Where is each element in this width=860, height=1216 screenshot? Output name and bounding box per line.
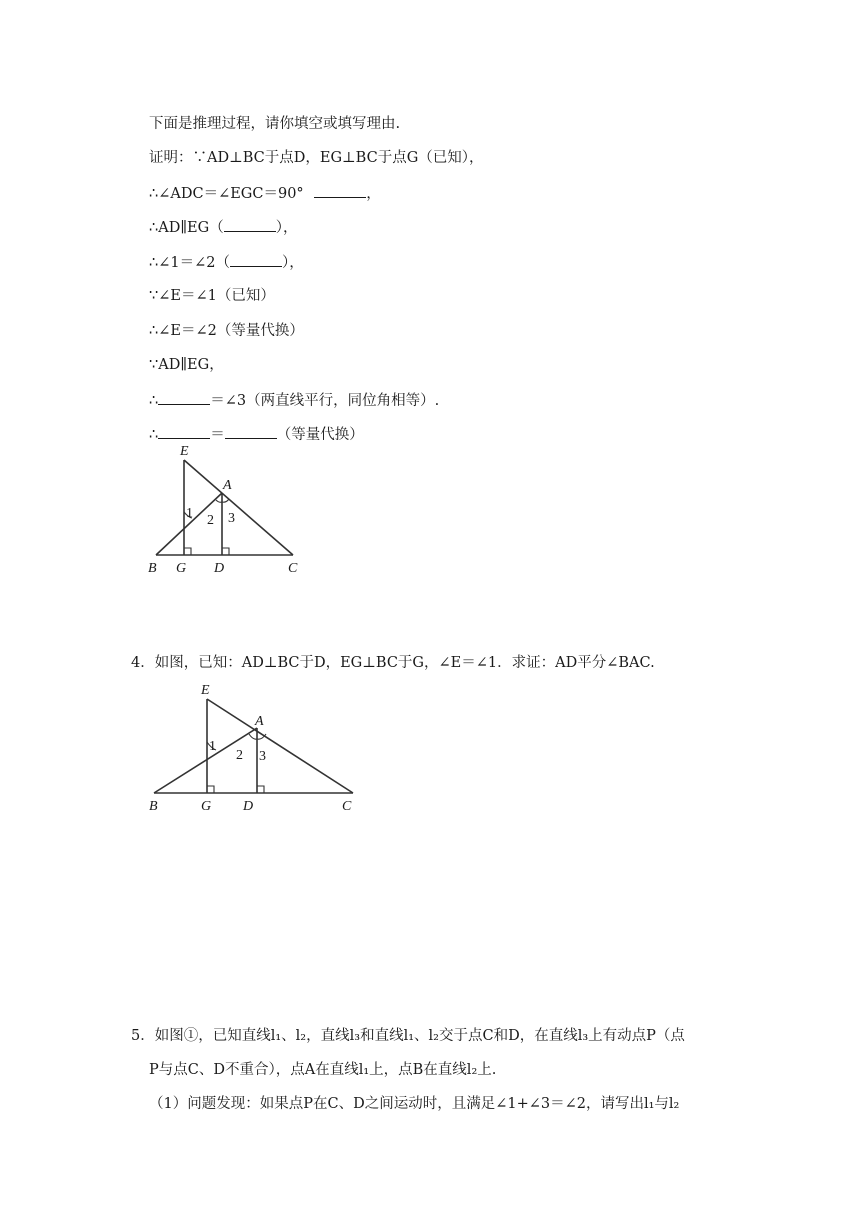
- proof-line-2: [149, 183, 381, 204]
- triangle-figure-1: [140, 440, 340, 580]
- proof-line-4: [149, 252, 304, 273]
- question-5-line-1: 5．如图①，已知直线l₁、l₂，直线l₃和直线l₁、l₂交于点C和D，在直线l₃上有动点P（点: [131, 1028, 685, 1044]
- angle-3-label: 3: [228, 511, 235, 526]
- label-B: B: [148, 561, 157, 576]
- proof-line-4-text: ∴∠1＝∠2（: [149, 255, 230, 271]
- proof-line-2-text: ∴∠ADC＝∠EGC＝90°: [149, 186, 304, 202]
- proof-line-9-text: ∴: [149, 427, 159, 443]
- label-E: E: [180, 444, 189, 459]
- proof-line-3-text: ∴AD∥EG（: [149, 220, 224, 236]
- proof-line-7: ∵AD∥EG，: [149, 357, 224, 373]
- proof-line-9-mid: ＝: [210, 427, 225, 443]
- answer-blank-1[interactable]: [314, 183, 366, 198]
- right-angle-G: [184, 548, 191, 555]
- right-angle-G: [207, 786, 214, 793]
- angle-1-label: 1: [209, 739, 216, 754]
- angle-1-label: 1: [186, 506, 193, 521]
- proof-intro: 下面是推理过程，请你填空或填写理由.: [149, 116, 401, 132]
- proof-line-9-tail: （等量代换）: [276, 427, 364, 443]
- right-angle-D: [222, 548, 229, 555]
- label-G: G: [201, 799, 212, 814]
- label-D: D: [243, 799, 254, 814]
- line-EC: [184, 460, 293, 555]
- proof-line-6: ∴∠E＝∠2（等量代换）: [149, 323, 304, 339]
- label-C: C: [342, 799, 352, 814]
- proof-line-4-tail: ），: [281, 255, 304, 271]
- triangle-figure-2: [140, 678, 400, 818]
- label-A: A: [223, 478, 232, 493]
- proof-line-5: ∵∠E＝∠1（已知）: [149, 288, 275, 304]
- angle-3-arc: [222, 499, 229, 502]
- label-B: B: [149, 799, 158, 814]
- right-angle-D: [257, 786, 264, 793]
- label-E: E: [201, 683, 210, 698]
- proof-line-3: [149, 217, 297, 238]
- question-5-line-3: （1）问题发现：如果点P在C、D之间运动时，且满足∠1+∠3＝∠2，请写出l₁与l₂: [149, 1096, 680, 1112]
- angle-2-label: 2: [236, 748, 243, 763]
- answer-blank-4[interactable]: [158, 390, 210, 405]
- label-C: C: [288, 561, 298, 576]
- label-G: G: [176, 561, 187, 576]
- proof-line-8-tail: ＝∠3（两直线平行，同位角相等）.: [210, 393, 440, 409]
- proof-line-1: 证明：∵AD⊥BC于点D，EG⊥BC于点G（已知），: [149, 150, 484, 166]
- proof-line-3-tail: ），: [275, 220, 298, 236]
- label-D: D: [214, 561, 225, 576]
- answer-blank-3[interactable]: [230, 252, 282, 267]
- angle-2-arc: [216, 500, 222, 502]
- answer-blank-6[interactable]: [225, 424, 277, 439]
- label-A: A: [255, 714, 264, 729]
- angle-2-arc: [249, 734, 257, 739]
- angle-3-label: 3: [259, 749, 266, 764]
- proof-line-2-tail: ，: [366, 186, 381, 202]
- question-5-line-2: P与点C、D不重合），点A在直线l₁上，点B在直线l₂上.: [149, 1062, 497, 1078]
- answer-blank-2[interactable]: [224, 217, 276, 232]
- answer-blank-5[interactable]: [158, 424, 210, 439]
- question-4: 4．如图，已知：AD⊥BC于D，EG⊥BC于G，∠E＝∠1．求证：AD平分∠BAC.: [131, 655, 655, 671]
- proof-line-8: [149, 390, 439, 411]
- proof-line-8-text: ∴: [149, 393, 159, 409]
- angle-2-label: 2: [207, 513, 214, 528]
